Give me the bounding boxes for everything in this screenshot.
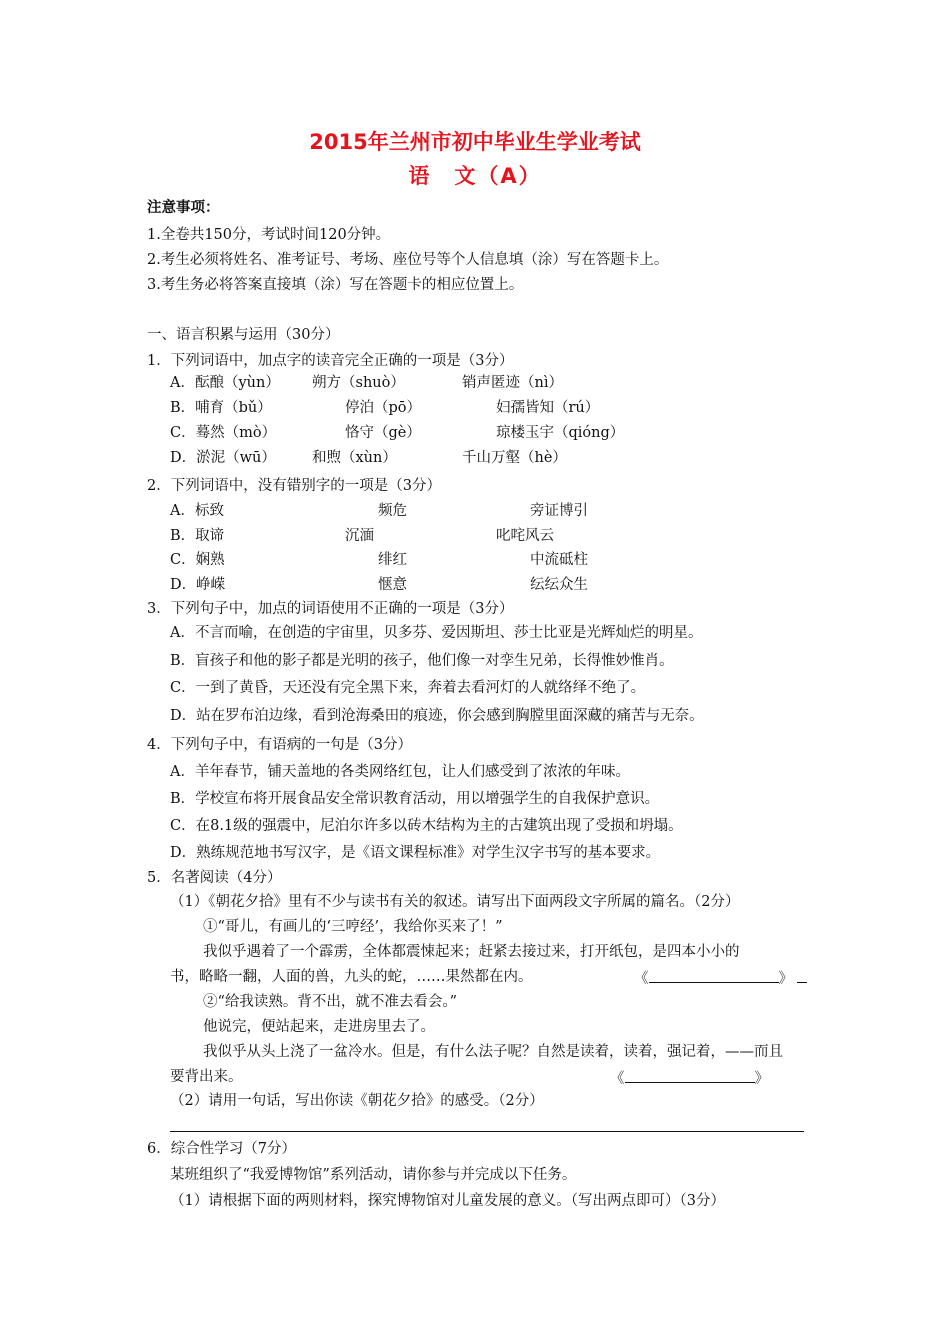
q6-intro: 某班组织了“我爱博物馆”系列活动，请你参与并完成以下任务。 — [170, 1167, 577, 1183]
q1-b-1: B．哺育（bǔ） — [170, 400, 272, 416]
q5-stem: 5．名著阅读（4分） — [147, 870, 282, 886]
q3-option-a: A．不言而喻，在创造的宇宙里，贝多芬、爱因斯坦、莎士比亚是光辉灿烂的明星。 — [170, 625, 703, 641]
q4-option-b: B．学校宣布将开展食品安全常识教育活动，用以增强学生的自我保护意识。 — [170, 791, 660, 807]
q5-excerpt-a-3: 书，略略一翻，人面的兽，九头的蛇，……果然都在内。 — [170, 969, 533, 985]
q5-excerpt-a-2: 我似乎遇着了一个霹雳，全体都震悚起来；赶紧去接过来，打开纸包，是四本小小的 — [203, 944, 740, 960]
q5-answer-line[interactable] — [170, 1131, 804, 1132]
q1-a-3: 销声匿迹（nì） — [462, 375, 563, 391]
q2-d-1: D．峥嵘 — [170, 577, 226, 593]
q2-c-2: 绯红 — [378, 552, 407, 568]
q1-b-3: 妇孺皆知（rú） — [496, 400, 600, 416]
section-1-heading: 一、语言积累与运用（30分） — [147, 327, 340, 343]
q2-b-2: 沉湎 — [345, 528, 374, 544]
q1-a-1: A．酝酿（yùn） — [170, 375, 280, 391]
q5-excerpt-b-3: 我似乎从头上浇了一盆冷水。但是，有什么法子呢？自然是读着，读着，强记着，——而且 — [203, 1044, 783, 1060]
q2-a-2: 频危 — [378, 503, 407, 519]
q5-answer-blank-2[interactable] — [610, 1068, 769, 1088]
title-bracket-left: 《 — [634, 971, 649, 987]
q2-a-3: 旁证博引 — [530, 503, 588, 519]
q1-d-1: D．淤泥（wū） — [170, 450, 276, 466]
q2-b-3: 叱咤风云 — [496, 528, 554, 544]
q1-c-1: C．蓦然（mò） — [170, 425, 277, 441]
q1-stem: 1．下列词语中，加点字的读音完全正确的一项是（3分） — [147, 353, 514, 369]
q2-c-1: C．娴熟 — [170, 552, 225, 568]
exam-subtitle: 语 文（A） — [408, 164, 542, 188]
q2-a-1: A．标致 — [170, 503, 224, 519]
exam-title: 2015年兰州市初中毕业生学业考试 — [309, 130, 641, 154]
q4-option-d: D．熟练规范地书写汉字，是《语文课程标准》对学生汉字书写的基本要求。 — [170, 845, 661, 861]
q6-stem: 6．综合性学习（7分） — [147, 1141, 296, 1157]
q5-excerpt-a-1: ①“哥儿，有画儿的‘三哼经’，我给你买来了！” — [203, 919, 503, 935]
q1-c-2: 恪守（gè） — [345, 425, 421, 441]
q5-excerpt-b-2: 他说完，便站起来，走进房里去了。 — [203, 1019, 435, 1035]
q4-option-a: A．羊年春节，铺天盖地的各类网络红包，让人们感受到了浓浓的年味。 — [170, 764, 630, 780]
q2-d-3: 纭纭众生 — [530, 577, 588, 593]
notice-item-1: 1.全卷共150分，考试时间120分钟。 — [147, 227, 391, 243]
q5-part-1: （1）《朝花夕拾》里有不少与读书有关的叙述。请写出下面两段文字所属的篇名。（2分） — [170, 894, 740, 910]
q1-b-2: 停泊（pō） — [345, 400, 422, 416]
q2-stem: 2．下列词语中，没有错别字的一项是（3分） — [147, 478, 441, 494]
notice-heading: 注意事项： — [147, 200, 220, 216]
title-bracket-right: 》 — [754, 1071, 769, 1087]
q3-option-d: D．站在罗布泊边缘，看到沧海桑田的痕迹，你会感到胸膛里面深藏的痛苦与无奈。 — [170, 708, 704, 724]
q6-part-1: （1）请根据下面的两则材料，探究博物馆对儿童发展的意义。（写出两点即可）（3分） — [170, 1193, 725, 1209]
q4-option-c: C．在8.1级的强震中，尼泊尔许多以砖木结构为主的古建筑出现了受损和坍塌。 — [170, 818, 683, 834]
q1-d-3: 千山万壑（hè） — [462, 450, 567, 466]
q1-a-2: 朔方（shuò） — [312, 375, 405, 391]
q3-option-c: C．一到了黄昏，天还没有完全黑下来，奔着去看河灯的人就络绎不绝了。 — [170, 680, 646, 696]
notice-item-2: 2.考生必须将姓名、准考证号、考场、座位号等个人信息填（涂）写在答题卡上。 — [147, 252, 669, 268]
q5-part-2: （2）请用一句话，写出你读《朝花夕拾》的感受。（2分） — [170, 1093, 544, 1109]
title-bracket-right: 》 — [778, 971, 793, 987]
q5-excerpt-b-4: 要背出来。 — [170, 1069, 243, 1085]
q4-stem: 4．下列句子中，有语病的一句是（3分） — [147, 737, 412, 753]
q1-c-3: 琼楼玉宇（qióng） — [496, 425, 625, 441]
q2-c-3: 中流砥柱 — [530, 552, 588, 568]
q2-d-2: 惬意 — [378, 577, 407, 593]
q5-answer-blank-1[interactable] — [634, 968, 807, 988]
q3-option-b: B．盲孩子和他的影子都是光明的孩子，他们像一对孪生兄弟，长得惟妙惟肖。 — [170, 653, 674, 669]
notice-item-3: 3.考生务必将答案直接填（涂）写在答题卡的相应位置上。 — [147, 277, 524, 293]
title-bracket-left: 《 — [610, 1071, 625, 1087]
q1-d-2: 和煦（xùn） — [312, 450, 397, 466]
q5-excerpt-b-1: ②“给我读熟。背不出，就不准去看会。” — [203, 994, 458, 1010]
q3-stem: 3．下列句子中，加点的词语使用不正确的一项是（3分） — [147, 601, 514, 617]
q2-b-1: B．取谛 — [170, 528, 225, 544]
